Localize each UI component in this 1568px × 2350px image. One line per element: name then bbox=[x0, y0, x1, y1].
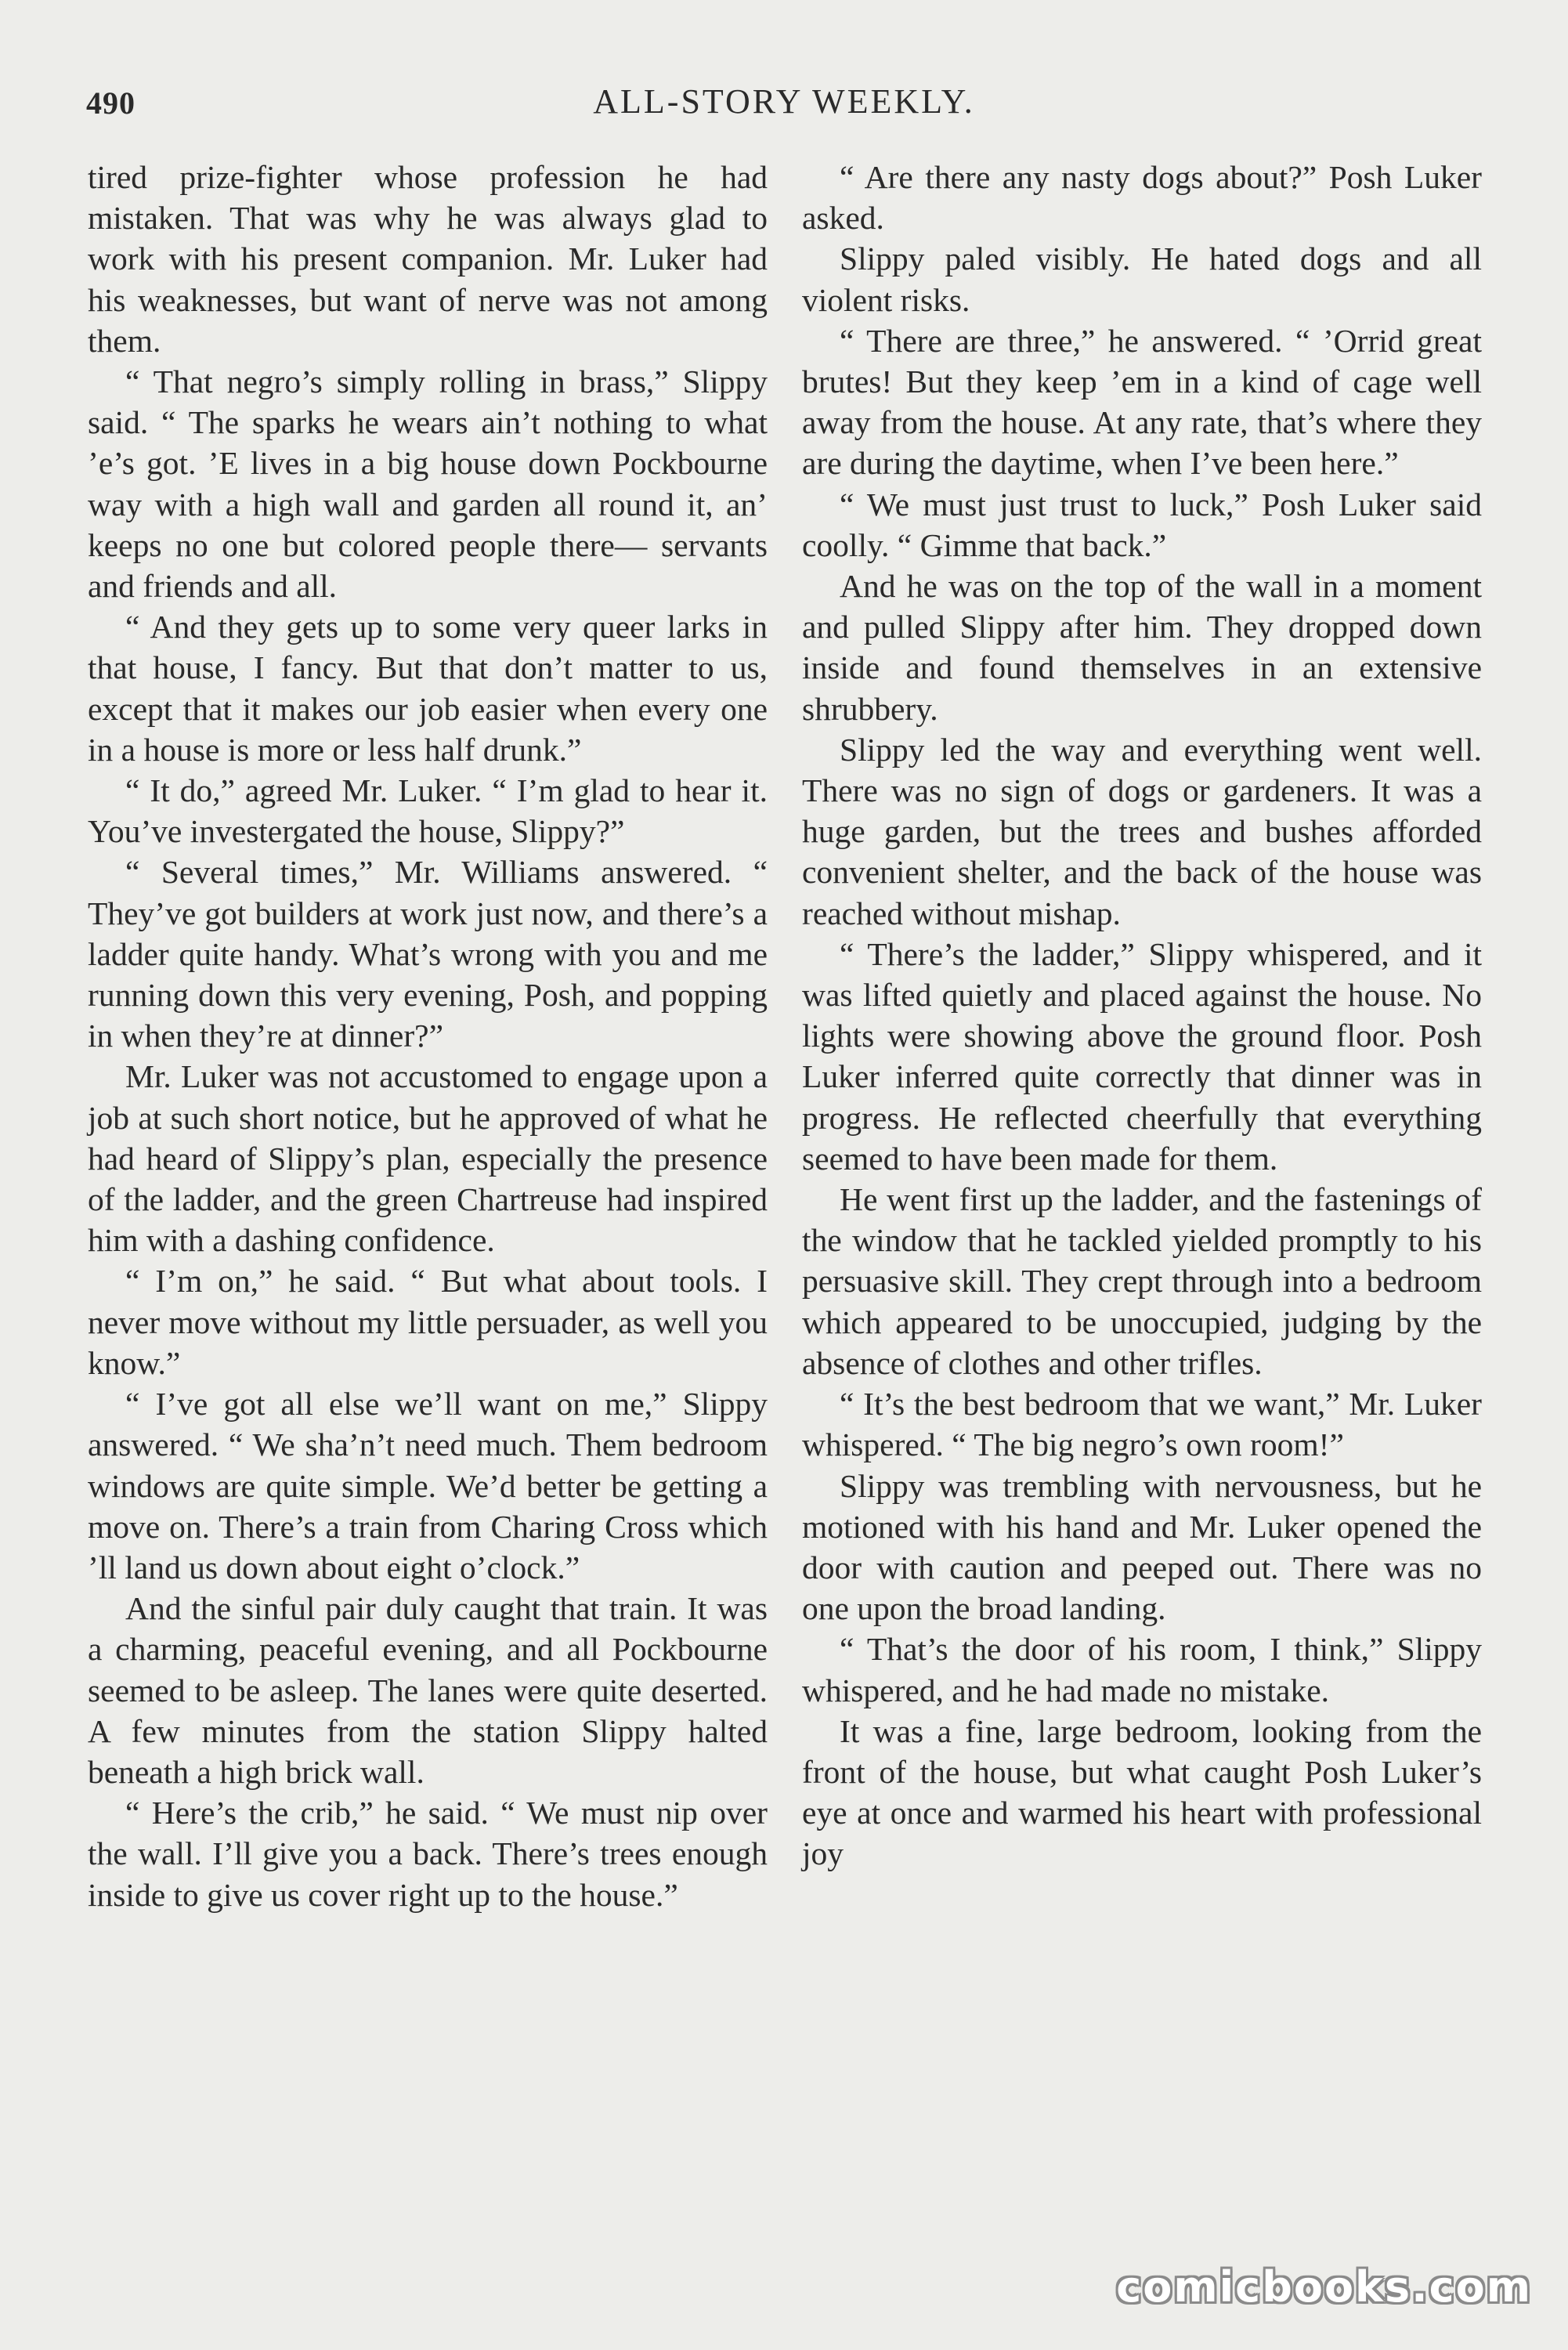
paragraph: “ Several times,” Mr. Williams answered. “ They’ve got builders at work just now, and there’s a ladder quite handy. What’s wrong with you and me running down this very evening, Posh, and popping in when they’re at dinner?” bbox=[88, 854, 768, 1054]
paragraph: “ It’s the best bedroom that we want,” Mr. Luker whispered. “ The big negro’s own room!” bbox=[802, 1386, 1482, 1463]
paragraph: “ Here’s the crib,” he said. “ We must nip over the wall. I’ll give you a back. There’s trees enough inside to give us cover right up to the house.” bbox=[88, 1795, 768, 1913]
paragraph: Slippy was trembling with nervousness, but he motioned with his hand and Mr. Luker opened the door with caution and peeped out. There was no one upon the broad landing. bbox=[802, 1467, 1482, 1627]
paragraph: tired prize-fighter whose profession he had mistaken. That was why he was always glad to work with his present companion. Mr. Luker had his weaknesses, but want of nerve was not among them. bbox=[88, 159, 768, 359]
paragraph: “ It do,” agreed Mr. Luker. “ I’m glad to hear it. You’ve investergated the house, Slippy?” bbox=[88, 772, 768, 850]
paragraph: And the sinful pair duly caught that train. It was a charming, peaceful evening, and all Pockbourne seemed to be asleep. The lanes were quite deserted. A few minutes from the station Slippy halted beneath a high brick wall. bbox=[88, 1590, 768, 1790]
running-head: ALL-STORY WEEKLY. bbox=[593, 82, 975, 121]
paragraph: “ That negro’s simply rolling in brass,” Slippy said. “ The sparks he wears ain’t nothing to what ’e’s got. ’E lives in a big house down Pockbourne way with a high wall and garden all round it, an’ keeps no one but colored people there— servants and friends and all. bbox=[88, 363, 768, 605]
paragraph: Slippy paled visibly. He hated dogs and all violent risks. bbox=[802, 240, 1482, 318]
right-column bbox=[802, 157, 1482, 1875]
watermark: comicbooks.com bbox=[1116, 2262, 1532, 2312]
paragraph: “ There are three,” he answered. “ ’Orrid great brutes! But they keep ’em in a kind of cage well away from the house. At any rate, that’s where they are during the daytime, when I’ve been here.” bbox=[802, 322, 1482, 482]
paragraph: He went first up the ladder, and the fastenings of the window that he tackled yielded promptly to his persuasive skill. They crept through into a bedroom which appeared to be unoccupied, judging by the absence of clothes and other trifles. bbox=[802, 1181, 1482, 1381]
paragraph: “ And they gets up to some very queer larks in that house, I fancy. But that don’t matter to us, except that it makes our job easier when every one in a house is more or less half drunk.” bbox=[88, 609, 768, 768]
paragraph: “ I’m on,” he said. “ But what about tools. I never move without my little persuader, as well you know.” bbox=[88, 1263, 768, 1381]
paragraph: Slippy led the way and everything went well. There was no sign of dogs or gardeners. It was a huge garden, but the trees and bushes afforded convenient shelter, and the back of the house was reached without mishap. bbox=[802, 731, 1482, 931]
paragraph: “ Are there any nasty dogs about?” Posh Luker asked. bbox=[802, 159, 1482, 237]
page-number: 490 bbox=[86, 85, 135, 121]
paragraph: “ That’s the door of his room, I think,” Slippy whispered, and he had made no mistake. bbox=[802, 1631, 1482, 1708]
paragraph: “ I’ve got all else we’ll want on me,” Slippy answered. “ We sha’n’t need much. Them bedroom windows are quite simple. We’d better be getting a move on. There’s a train from Charing Cross which ’ll land us down about eight o’clock.” bbox=[88, 1386, 768, 1585]
paragraph: And he was on the top of the wall in a moment and pulled Slippy after him. They dropped down inside and found themselves in an extensive shrubbery. bbox=[802, 568, 1482, 727]
paragraph: Mr. Luker was not accustomed to engage upon a job at such short notice, but he approved of what he had heard of Slippy’s plan, especially the presence of the ladder, and the green Chartreuse had inspired him with a dashing confidence. bbox=[88, 1058, 768, 1259]
paragraph: “ We must just trust to luck,” Posh Luker said coolly. “ Gimme that back.” bbox=[802, 486, 1482, 563]
paragraph: “ There’s the ladder,” Slippy whispered, and it was lifted quietly and placed against the house. No lights were showing above the ground floor. Posh Luker inferred quite correctly that dinner was in progress. He reflected cheerfully that everything seemed to have been made for them. bbox=[802, 935, 1482, 1177]
paragraph: It was a fine, large bedroom, looking from the front of the house, but what caught Posh Luker’s eye at once and warmed his heart with professional joy bbox=[802, 1712, 1482, 1872]
left-column bbox=[88, 157, 768, 1915]
